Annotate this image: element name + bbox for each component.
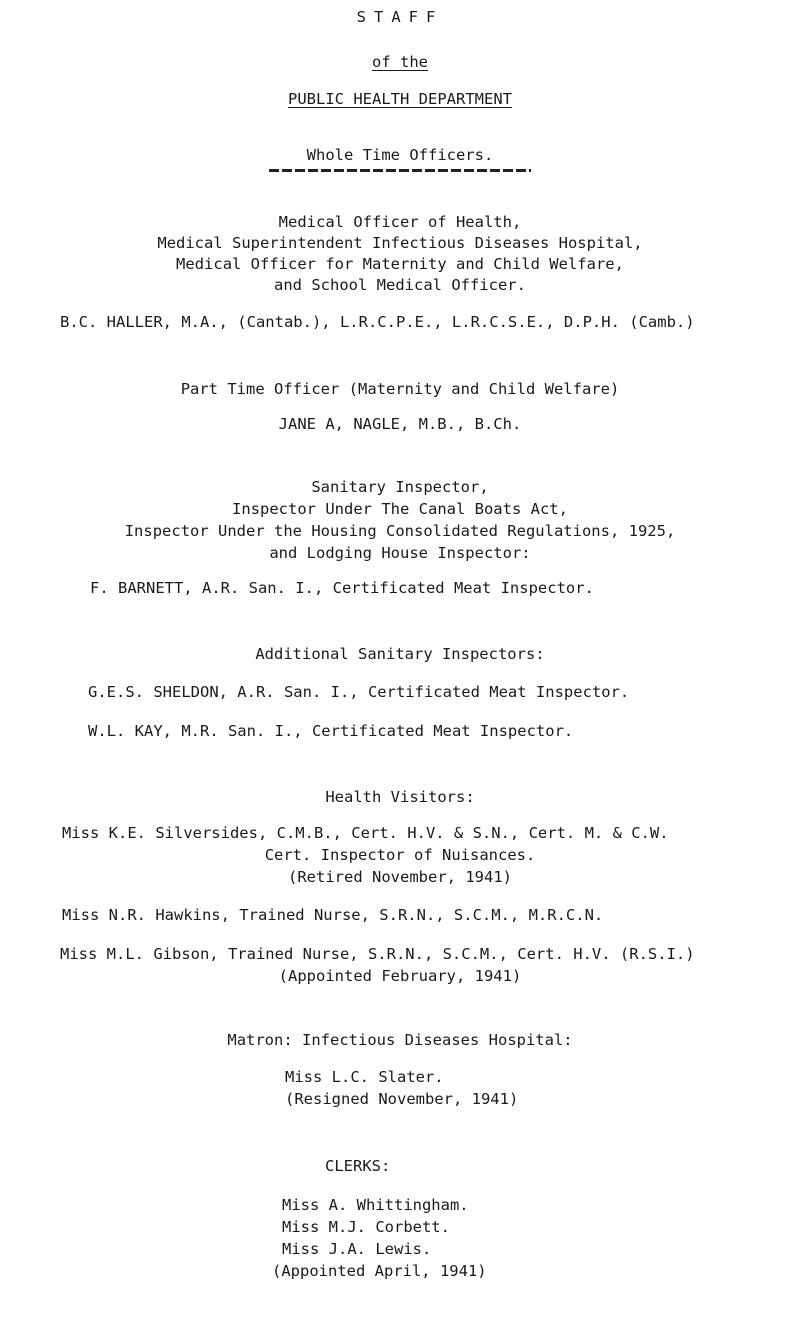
sanitary-inspector-name: F. BARNETT, A.R. San. I., Certificated Meat Inspector.: [90, 579, 594, 597]
part-time-role: Part Time Officer (Maternity and Child Welfare): [180, 380, 620, 398]
moh-role-2: Medical Superintendent Infectious Diseases Hospital,: [157, 234, 643, 252]
health-visitor-3-note: (Appointed February, 1941): [278, 967, 522, 985]
department-heading: PUBLIC HEALTH DEPARTMENT: [288, 90, 512, 108]
clerk-2: Miss M.J. Corbett.: [282, 1218, 450, 1236]
clerks-heading: CLERKS:: [325, 1157, 391, 1175]
whole-time-heading: Whole Time Officers.: [306, 146, 494, 164]
clerks-note: (Appointed April, 1941): [272, 1262, 487, 1280]
moh-name: B.C. HALLER, M.A., (Cantab.), L.R.C.P.E., L.R.C.S.E., D.P.H. (Camb.): [60, 313, 695, 331]
health-visitor-1-note: (Retired November, 1941): [288, 868, 512, 886]
page-title: STAFF: [356, 8, 444, 26]
moh-role-1: Medical Officer of Health,: [278, 213, 522, 231]
health-visitor-2: Miss N.R. Hawkins, Trained Nurse, S.R.N., S.C.M., M.R.C.N.: [62, 906, 604, 924]
additional-inspectors-heading: Additional Sanitary Inspectors:: [255, 645, 545, 663]
matron-note: (Resigned November, 1941): [285, 1090, 519, 1108]
health-visitor-1: Miss K.E. Silversides, C.M.B., Cert. H.V. & S.N., Cert. M. & C.W.: [62, 824, 669, 842]
moh-role-3: Medical Officer for Maternity and Child Welfare,: [176, 255, 624, 273]
clerk-3: Miss J.A. Lewis.: [282, 1240, 432, 1258]
sanitary-role-1: Sanitary Inspector,: [311, 478, 489, 496]
sanitary-role-4: and Lodging House Inspector:: [269, 544, 531, 562]
part-time-name: JANE A, NAGLE, M.B., B.Ch.: [278, 415, 522, 433]
subtitle-of-the: of the: [372, 53, 428, 71]
moh-role-4: and School Medical Officer.: [274, 276, 526, 294]
heading-underline: [269, 169, 531, 172]
additional-inspector-1: G.E.S. SHELDON, A.R. San. I., Certificated Meat Inspector.: [88, 683, 630, 701]
matron-name: Miss L.C. Slater.: [285, 1068, 444, 1086]
sanitary-role-3: Inspector Under the Housing Consolidated Regulations, 1925,: [124, 522, 676, 540]
additional-inspector-2: W.L. KAY, M.R. San. I., Certificated Meat Inspector.: [88, 722, 574, 740]
matron-heading: Matron: Infectious Diseases Hospital:: [227, 1031, 573, 1049]
sanitary-role-2: Inspector Under The Canal Boats Act,: [232, 500, 568, 518]
health-visitors-heading: Health Visitors:: [325, 788, 475, 806]
health-visitor-1-cert: Cert. Inspector of Nuisances.: [264, 846, 536, 864]
health-visitor-3: Miss M.L. Gibson, Trained Nurse, S.R.N., S.C.M., Cert. H.V. (R.S.I.): [60, 945, 695, 963]
clerk-1: Miss A. Whittingham.: [282, 1196, 469, 1214]
